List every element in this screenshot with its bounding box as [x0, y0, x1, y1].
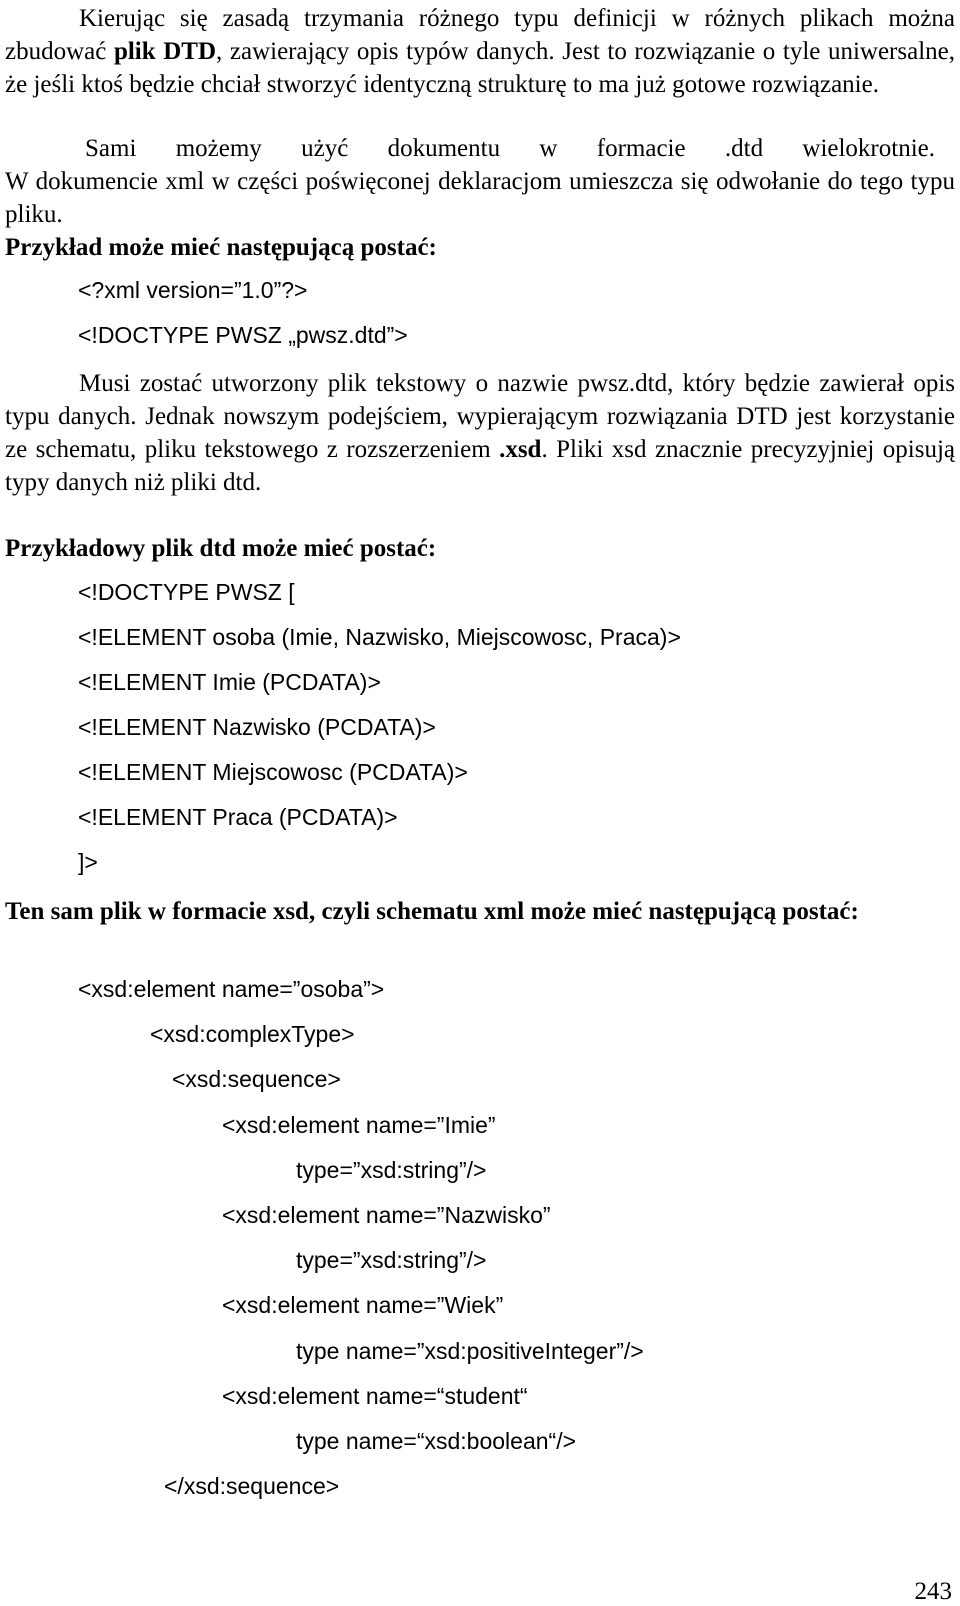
- paragraph-intro: [5, 2, 955, 101]
- code-line: <!ELEMENT Imie (PCDATA)>: [78, 669, 381, 695]
- code-line: </xsd:sequence>: [164, 1473, 340, 1499]
- code-line: <!ELEMENT Miejscowosc (PCDATA)>: [78, 759, 468, 785]
- code-line: ]>: [78, 849, 98, 875]
- code-line: <xsd:element name=”Nazwisko”: [222, 1202, 551, 1228]
- code-line: <xsd:element name=“student“: [222, 1383, 528, 1409]
- code-line: <!ELEMENT Nazwisko (PCDATA)>: [78, 714, 436, 740]
- heading-xsd-example: Ten sam plik w formacie xsd, czyli schematu xml może mieć następującą postać:: [5, 898, 859, 925]
- code-line: type=”xsd:string”/>: [296, 1157, 487, 1183]
- code-line: type=”xsd:string”/>: [296, 1247, 487, 1273]
- paragraph-xsd-text-c: . Pliki xsd znacznie precyzyjniej opisują typy danych niż pliki dtd.: [5, 436, 955, 496]
- paragraph-intro-text-a: Kierując się zasadą trzymania różnego typu definicji w różnych plikach można zbudować: [5, 5, 955, 65]
- code-line: <xsd:sequence>: [172, 1066, 341, 1092]
- code-line: <!ELEMENT osoba (Imie, Nazwisko, Miejscowosc, Praca)>: [78, 624, 681, 650]
- paragraph-xsd: [5, 367, 955, 499]
- heading-dtd-example: Przykładowy plik dtd może mieć postać:: [5, 535, 437, 562]
- code-line: <xsd:element name=”Wiek”: [222, 1292, 504, 1318]
- code-line: <xsd:complexType>: [150, 1021, 355, 1047]
- paragraph-intro-text-c: , zawierający opis typów danych. Jest to rozwiązanie o tyle uniwersalne, że jeśli ktoś będzie chciał stworzyć identyczną strukturę to ma już gotowe rozwiązanie.: [5, 38, 956, 98]
- code-line: <!ELEMENT Praca (PCDATA)>: [78, 804, 398, 830]
- paragraph-xsd-text-a: Musi zostać utworzony plik tekstowy o nazwie pwsz.dtd, który będzie zawierał opis typu danych. Jednak nowszym podejściem, wypierającym rozwiązania DTD jest korzystanie ze schematu, pliku tekstowego z rozszerzeniem: [5, 370, 955, 463]
- paragraph-declaration: W dokumencie xml w części poświęconej deklaracjom umieszcza się odwołanie do tego typu pliku.: [5, 168, 955, 228]
- code-line: type name=”xsd:positiveInteger”/>: [296, 1338, 644, 1364]
- heading-example: Przykład może mieć następującą postać:: [5, 234, 437, 261]
- paragraph-dtd-reuse: Sami możemy użyć dokumentu w formacie .dtd wielokrotnie.: [85, 135, 935, 162]
- paragraph-xsd-bold: .xsd: [499, 436, 542, 463]
- code-line: <xsd:element name=”osoba”>: [78, 976, 385, 1002]
- page-number: 243: [914, 1578, 952, 1605]
- code-line: <!DOCTYPE PWSZ „pwsz.dtd”>: [78, 322, 408, 348]
- code-line: <xsd:element name=”Imie”: [222, 1112, 496, 1138]
- code-line: <?xml version=”1.0”?>: [78, 277, 308, 303]
- code-line: <!DOCTYPE PWSZ [: [78, 579, 295, 605]
- paragraph-intro-bold: plik DTD: [113, 38, 217, 65]
- code-line: type name=“xsd:boolean“/>: [296, 1428, 577, 1454]
